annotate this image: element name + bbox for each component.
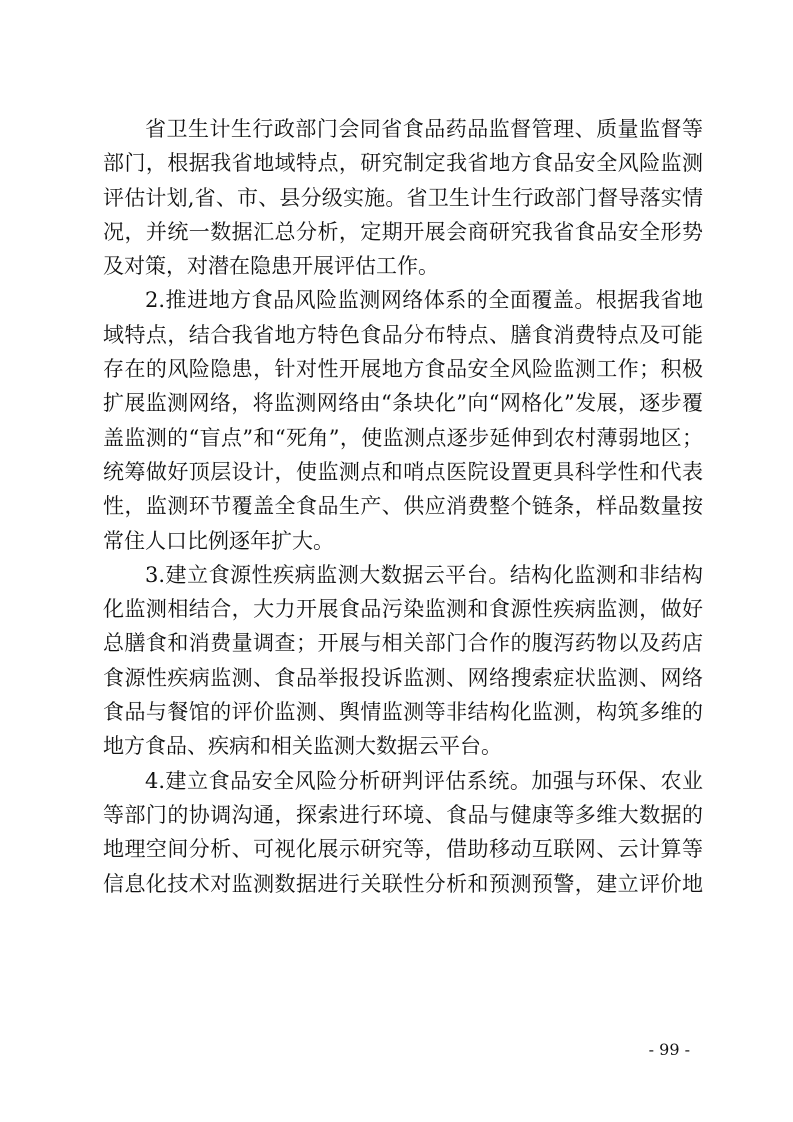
text-line: 省卫生计生行政部门会同省食品药品监督管理、质量监督等 [145, 117, 703, 141]
paragraph-3 [103, 558, 703, 764]
page-number: - 99 - [648, 1040, 690, 1059]
text-line: 化监测相结合，大力开展食品污染监测和食源性疾病监测，做好 [103, 597, 703, 622]
text-line: 常住人口比例逐年扩大。 [103, 528, 334, 553]
text-line: 地理空间分析、可视化展示研究等，借助移动互联网、云计算等 [103, 837, 703, 862]
text-line: 存在的风险隐患，针对性开展地方食品安全风险监测工作；积极 [103, 357, 703, 382]
paragraph-4 [103, 764, 703, 901]
text-line: 性，监测环节覆盖全食品生产、供应消费整个链条，样品数量按 [103, 494, 703, 519]
text-line: 信息化技术对监测数据进行关联性分析和预测预警，建立评价地 [103, 871, 703, 896]
text-line: 食源性疾病监测、食品举报投诉监测、网络搜索症状监测、网络 [103, 665, 703, 690]
text-line: 总膳食和消费量调查；开展与相关部门合作的腹泻药物以及药店 [103, 631, 703, 656]
text-line: 3.建立食源性疾病监测大数据云平台。结构化监测和非结构 [145, 562, 703, 587]
text-line: 等部门的协调沟通，探索进行环境、食品与健康等多维大数据的 [103, 802, 703, 827]
text-line: 部门，根据我省地域特点，研究制定我省地方食品安全风险监测 [103, 151, 703, 176]
text-line: 况，并统一数据汇总分析，定期开展会商研究我省食品安全形势 [103, 219, 703, 244]
text-line: 域特点，结合我省地方特色食品分布特点、膳食消费特点及可能 [103, 322, 703, 347]
text-line: 及对策，对潜在隐患开展评估工作。 [103, 254, 439, 279]
paragraph-1 [103, 112, 703, 283]
text-line: 地方食品、疾病和相关监测大数据云平台。 [103, 734, 502, 759]
body-text [103, 112, 703, 901]
text-line: 评估计划,省、市、县分级实施。省卫生计生行政部门督导落实情 [103, 185, 703, 210]
text-line: 2.推进地方食品风险监测网络体系的全面覆盖。根据我省地 [145, 288, 703, 313]
text-line: 食品与餐馆的评价监测、舆情监测等非结构化监测，构筑多维的 [103, 700, 703, 725]
text-line: 4.建立食品安全风险分析研判评估系统。加强与环保、农业 [145, 768, 703, 793]
text-line: 统筹做好顶层设计，使监测点和哨点医院设置更具科学性和代表 [103, 459, 703, 484]
paragraph-2 [103, 283, 703, 557]
text-line: 盖监测的“盲点”和“死角”，使监测点逐步延伸到农村薄弱地区； [103, 425, 703, 450]
text-line: 扩展监测网络，将监测网络由“条块化”向“网格化”发展，逐步覆 [103, 391, 703, 416]
